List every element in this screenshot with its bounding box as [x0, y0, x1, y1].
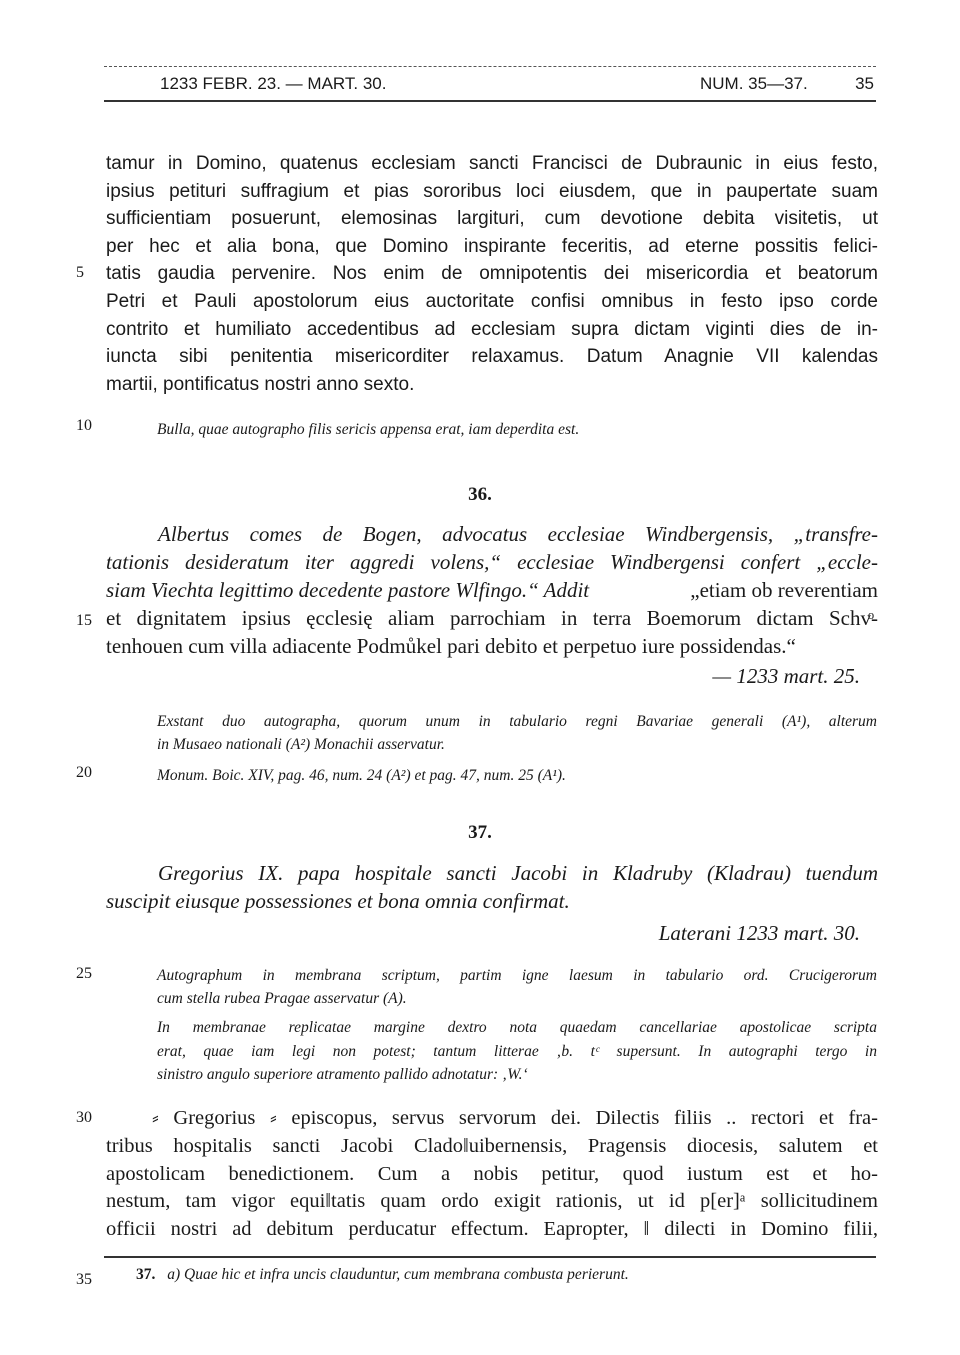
regest-line: Gregorius IX. papa hospitale sancti Jacobi in Kladruby (Kladrau) tuendum	[158, 861, 878, 885]
doc37-note: sinistro angulo superiore atramento pallido adnotatur: ‚W.‘	[157, 1066, 528, 1083]
doc37-date: Laterani 1233 mart. 30.	[658, 921, 860, 945]
doc36-note: Exstant duo autographa, quorum unum in tabulario regni Bavariae generali (A¹), alterum	[157, 713, 877, 730]
line-number: 5	[76, 264, 84, 281]
regest-line: Albertus comes de Bogen, advocatus ecclesiae Windbergensis, „transfre-	[158, 522, 878, 546]
footnote-text: a) Quae hic et infra uncis clauduntur, cum membrana combusta perierunt.	[167, 1266, 629, 1283]
doc36-note: Monum. Boic. XIV, pag. 46, num. 24 (A²) et pag. 47, num. 25 (A¹).	[157, 767, 566, 784]
text-line: ⸗ Gregorius ⸗ episcopus, servus servorum dei. Dilectis filiis .. rectori et fra-	[152, 1107, 878, 1129]
footnote	[136, 1266, 629, 1284]
regest-line: tationis desideratum iter aggredi volens,“ ecclesiae Windbergensi confert „eccle-	[106, 550, 878, 574]
text-line: ipsius petituri suffragium et pias sororibus loci eiusdem, que in paupertate suam	[106, 180, 878, 202]
header-top-rule	[104, 66, 876, 67]
doc35-text	[106, 150, 878, 398]
line-number: 25	[76, 965, 92, 982]
text-line: per hec et alia bona, que Domino inspirante feceritis, ad eterne possitis felici-	[106, 235, 878, 257]
regest-line	[106, 576, 878, 604]
page-number: 35	[855, 74, 874, 93]
header-doc-numbers: NUM. 35—37.	[700, 74, 808, 93]
line-number: 30	[76, 1109, 92, 1126]
doc37-regest	[106, 859, 878, 915]
line-number: 20	[76, 764, 92, 781]
line-number: 15	[76, 612, 92, 629]
text-line: tatis gaudia pervenire. Nos enim de omnipotentis dei misericordia et beatorum	[106, 263, 878, 285]
regest-line-italic: siam Viechta legittimo decedente pastore Wlfingo.“ Addit	[106, 578, 590, 602]
doc36-number: 36.	[468, 484, 492, 505]
line-number: 35	[76, 1271, 92, 1288]
text-line: Petri et Pauli apostolorum eius auctoritate confisi omnibus in festo ipso corde	[106, 290, 878, 312]
text-line: sufficientiam posuerunt, elemosinas largituri, cum devotione debita visitetis, ut	[106, 208, 878, 230]
doc36-date: — 1233 mart. 25.	[712, 664, 860, 688]
doc37-note: erat, quae iam legi non potest; tantum litterae ‚b. tᶜ supersunt. In autographi tergo in	[157, 1043, 877, 1060]
regest-quote: „etiam ob reverentiam	[690, 578, 878, 602]
doc37-text	[106, 1105, 878, 1244]
doc36-note: in Musaeo nationali (A²) Monachii asservatur.	[157, 736, 445, 753]
doc36-regest	[106, 520, 878, 660]
header-bottom-rule	[104, 100, 876, 102]
header-date-range: 1233 FEBR. 23. — MART. 30.	[160, 74, 387, 93]
line-number: 10	[76, 417, 92, 434]
regest-quote-line: tenhouen cum villa adiacente Podmůkel pari debito et perpetuo iure possidendas.“	[106, 634, 796, 658]
text-line: iuncta sibi penitentia misericorditer relaxamus. Datum Anagnie VII kalendas	[106, 346, 878, 368]
regest-line: suscipit eiusque possessiones et bona omnia confirmat.	[106, 889, 570, 913]
regest-quote-line: et dignitatem ipsius ęcclesię aliam parrochiam in terra Boemorum dictam Schvͦ-	[106, 606, 878, 630]
footnote-number: 37.	[136, 1266, 156, 1283]
running-header	[104, 66, 876, 102]
text-line: contrito et humiliato accedentibus ad ecclesiam supra dictam viginti dies de in-	[106, 318, 878, 340]
doc35-note: Bulla, quae autographo filis sericis appensa erat, iam deperdita est.	[157, 421, 580, 438]
text-line: tamur in Domino, quatenus ecclesiam sancti Francisci de Dubraunic in eius festo,	[106, 153, 878, 174]
footnote-rule	[104, 1256, 876, 1258]
text-line: tribus hospitalis sancti Jacobi Clado‖uibernensis, Pragensis diocesis, salutem et	[106, 1134, 878, 1157]
doc37-note: In membranae replicatae margine dextro nota quaedam cancellariae apostolicae scripta	[157, 1019, 877, 1036]
doc37-note: cum stella rubea Pragae asservatur (A).	[157, 990, 407, 1007]
text-line: nestum, tam vigor equi‖tatis quam ordo exigit rationis, ut id p[er]ᵃ sollicitudinem	[106, 1190, 878, 1213]
doc37-number: 37.	[468, 822, 492, 843]
text-line: apostolicam benedictionem. Cum a nobis petitur, quod iustum est et ho-	[106, 1162, 878, 1185]
text-line: martii, pontificatus nostri anno sexto.	[106, 373, 415, 395]
text-line: officii nostri ad debitum perducatur effectum. Eapropter, ‖ dilecti in Domino filii,	[106, 1218, 878, 1241]
doc37-note: Autographum in membrana scriptum, partim igne laesum in tabulario ord. Crucigerorum	[157, 967, 877, 984]
